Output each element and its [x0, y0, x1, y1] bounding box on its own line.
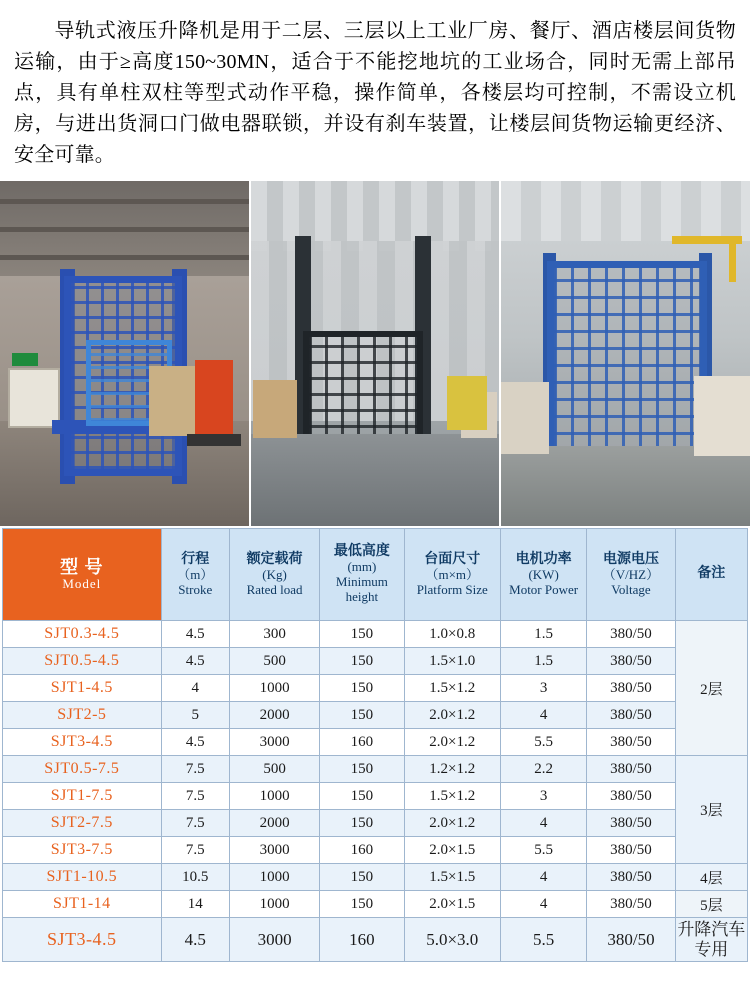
cell-height: 150	[320, 756, 404, 783]
factory-floor	[251, 434, 500, 526]
cell-height: 150	[320, 648, 404, 675]
col-header-voltage	[587, 529, 675, 621]
cell-model: SJT1-10.5	[3, 864, 162, 891]
cell-load: 1000	[229, 675, 319, 702]
ceiling-beam	[0, 199, 249, 204]
cell-size: 2.0×1.2	[404, 702, 500, 729]
lift-guard-cage	[547, 261, 707, 476]
cell-size: 2.0×1.2	[404, 729, 500, 756]
cell-remark-5-floor: 5层	[675, 891, 747, 918]
cell-remark-3-floor: 3层	[675, 756, 747, 864]
col-header-platform-size-en: Platform Size	[416, 581, 488, 597]
cell-size: 1.0×0.8	[404, 621, 500, 648]
cell-height: 150	[320, 864, 404, 891]
col-header-remark-cn: 备注	[697, 566, 726, 582]
cell-stroke: 7.5	[161, 783, 229, 810]
cell-height: 150	[320, 675, 404, 702]
cell-model: SJT0.5-7.5	[3, 756, 162, 783]
table-row	[3, 783, 748, 810]
table-header-row	[3, 529, 748, 621]
cell-voltage: 380/50	[587, 837, 675, 864]
cell-power: 3	[500, 675, 586, 702]
cell-power: 1.5	[500, 648, 586, 675]
cell-power: 2.2	[500, 756, 586, 783]
cell-load: 3000	[229, 729, 319, 756]
cell-model: SJT3-7.5	[3, 837, 162, 864]
table-row	[3, 756, 748, 783]
cell-power: 4	[500, 702, 586, 729]
cell-size: 5.0×3.0	[404, 918, 500, 962]
intro-paragraph	[0, 0, 750, 181]
intro-text: 导轨式液压升降机是用于二层、三层以上工业厂房、餐厅、酒店楼层间货物运输，由于≥高度150~30MN，适合于不能挖地坑的工业场合，同时无需上部吊点，具有单柱双柱等型式动作平稳，操作简单，各楼层均可控制，不需设立机房，与进出货洞口门做电器联锁，并设有刹车装置，让楼层间货物运输更经济、安全可靠。	[14, 20, 736, 166]
cell-remark-4-floor: 4层	[675, 864, 747, 891]
cell-stroke: 4.5	[161, 918, 229, 962]
cell-load: 300	[229, 621, 319, 648]
col-header-model	[3, 529, 162, 621]
cell-height: 150	[320, 621, 404, 648]
cell-load: 2000	[229, 702, 319, 729]
cell-stroke: 4.5	[161, 729, 229, 756]
cell-load: 500	[229, 756, 319, 783]
col-header-rated-load-cn: 额定载荷	[246, 551, 303, 567]
col-header-rated-load-en: Rated load	[246, 581, 303, 597]
col-header-voltage-cn: 电源电压	[602, 551, 659, 567]
cell-stroke: 5	[161, 702, 229, 729]
table-row	[3, 864, 748, 891]
photo-blue-cage-lift-outdoor	[501, 181, 750, 526]
cell-load: 1000	[229, 891, 319, 918]
cell-size: 1.5×1.2	[404, 675, 500, 702]
col-header-motor-power-en: Motor Power	[509, 581, 579, 597]
table-row	[3, 648, 748, 675]
cell-size: 2.0×1.5	[404, 891, 500, 918]
table-row	[3, 891, 748, 918]
cell-remark-2-floor: 2层	[675, 621, 747, 756]
ceiling-beam	[0, 255, 249, 260]
cell-height: 150	[320, 810, 404, 837]
table-row	[3, 621, 748, 648]
col-header-model-en: Model	[62, 576, 102, 592]
cell-voltage: 380/50	[587, 729, 675, 756]
cell-voltage: 380/50	[587, 675, 675, 702]
cell-height: 150	[320, 702, 404, 729]
col-header-stroke-cn: 行程	[181, 551, 210, 567]
cell-model: SJT2-7.5	[3, 810, 162, 837]
cell-size: 2.0×1.2	[404, 810, 500, 837]
forklift	[195, 360, 233, 440]
photo-blue-rail-lift-in-workshop	[0, 181, 249, 526]
col-header-remark	[675, 529, 747, 621]
stacked-goods	[149, 366, 195, 436]
cell-load: 1000	[229, 783, 319, 810]
cell-power: 4	[500, 810, 586, 837]
cell-load: 3000	[229, 918, 319, 962]
col-header-minimum-height-cn: 最低高度	[333, 544, 390, 560]
cell-remark-car-lift: 升降汽车专用	[675, 918, 747, 962]
cell-size: 1.5×1.0	[404, 648, 500, 675]
cell-stroke: 14	[161, 891, 229, 918]
table-row	[3, 675, 748, 702]
table-row	[3, 702, 748, 729]
stacked-goods-left	[501, 382, 549, 454]
cell-model: SJT1-14	[3, 891, 162, 918]
cell-stroke: 4.5	[161, 621, 229, 648]
ceiling-beam	[0, 227, 249, 232]
table-row	[3, 918, 748, 962]
cell-power: 5.5	[500, 918, 586, 962]
cell-size: 1.5×1.2	[404, 783, 500, 810]
col-header-rated-load-unit: (Kg)	[262, 566, 287, 582]
stacked-goods-right	[694, 376, 750, 456]
cell-stroke: 7.5	[161, 837, 229, 864]
cell-height: 160	[320, 837, 404, 864]
cell-load: 1000	[229, 864, 319, 891]
spec-table-wrapper	[0, 526, 750, 968]
workshop-door	[8, 368, 60, 428]
cell-power: 4	[500, 891, 586, 918]
cell-stroke: 4	[161, 675, 229, 702]
cell-model: SJT1-7.5	[3, 783, 162, 810]
cell-voltage: 380/50	[587, 783, 675, 810]
cell-stroke: 10.5	[161, 864, 229, 891]
cell-stroke: 7.5	[161, 756, 229, 783]
cell-size: 2.0×1.5	[404, 837, 500, 864]
col-header-platform-size-unit: （m×m）	[425, 566, 480, 582]
cell-voltage: 380/50	[587, 621, 675, 648]
cell-power: 1.5	[500, 621, 586, 648]
cell-power: 3	[500, 783, 586, 810]
cell-size: 1.5×1.5	[404, 864, 500, 891]
specification-table	[2, 528, 748, 962]
col-header-stroke-en: Stroke	[178, 581, 213, 597]
cell-voltage: 380/50	[587, 918, 675, 962]
cell-voltage: 380/50	[587, 702, 675, 729]
table-body	[3, 621, 748, 962]
cell-load: 3000	[229, 837, 319, 864]
table-row	[3, 729, 748, 756]
col-header-stroke-unit: （m）	[177, 566, 214, 582]
table-row	[3, 810, 748, 837]
table-row	[3, 837, 748, 864]
cell-model: SJT0.3-4.5	[3, 621, 162, 648]
site-floor	[501, 446, 750, 526]
cell-stroke: 4.5	[161, 648, 229, 675]
cell-power: 5.5	[500, 729, 586, 756]
col-header-model-cn: 型 号	[60, 556, 104, 577]
col-header-stroke	[161, 529, 229, 621]
col-header-motor-power-cn: 电机功率	[515, 551, 572, 567]
col-header-motor-power	[500, 529, 586, 621]
col-header-platform-size-cn: 台面尺寸	[424, 551, 481, 567]
cell-voltage: 380/50	[587, 648, 675, 675]
col-header-voltage-en: Voltage	[611, 581, 651, 597]
cell-model: SJT0.5-4.5	[3, 648, 162, 675]
product-photo-strip	[0, 181, 750, 526]
yellow-crate	[447, 376, 487, 430]
col-header-minimum-height	[320, 529, 404, 621]
upper-structure	[501, 181, 750, 241]
cell-voltage: 380/50	[587, 756, 675, 783]
exit-sign	[12, 353, 38, 366]
cell-model: SJT2-5	[3, 702, 162, 729]
cell-voltage: 380/50	[587, 864, 675, 891]
col-header-voltage-unit: （V/HZ）	[602, 566, 660, 582]
photo-dark-mast-lift-in-factory	[251, 181, 500, 526]
cell-height: 160	[320, 918, 404, 962]
cell-height: 150	[320, 783, 404, 810]
col-header-rated-load	[229, 529, 319, 621]
col-header-platform-size	[404, 529, 500, 621]
cell-load: 500	[229, 648, 319, 675]
cell-power: 4	[500, 864, 586, 891]
cell-model: SJT1-4.5	[3, 675, 162, 702]
cell-height: 160	[320, 729, 404, 756]
cell-height: 150	[320, 891, 404, 918]
yellow-handrail-post	[729, 236, 736, 282]
col-header-motor-power-unit: (KW)	[528, 566, 559, 582]
cell-size: 1.2×1.2	[404, 756, 500, 783]
cell-power: 5.5	[500, 837, 586, 864]
stacked-goods-left	[253, 380, 297, 438]
cell-stroke: 7.5	[161, 810, 229, 837]
col-header-minimum-height-unit: (mm)	[347, 559, 377, 575]
cell-model: SJT3-4.5	[3, 918, 162, 962]
col-header-minimum-height-en: Minimum height	[335, 574, 388, 605]
cell-voltage: 380/50	[587, 810, 675, 837]
cell-load: 2000	[229, 810, 319, 837]
cell-voltage: 380/50	[587, 891, 675, 918]
cell-model: SJT3-4.5	[3, 729, 162, 756]
